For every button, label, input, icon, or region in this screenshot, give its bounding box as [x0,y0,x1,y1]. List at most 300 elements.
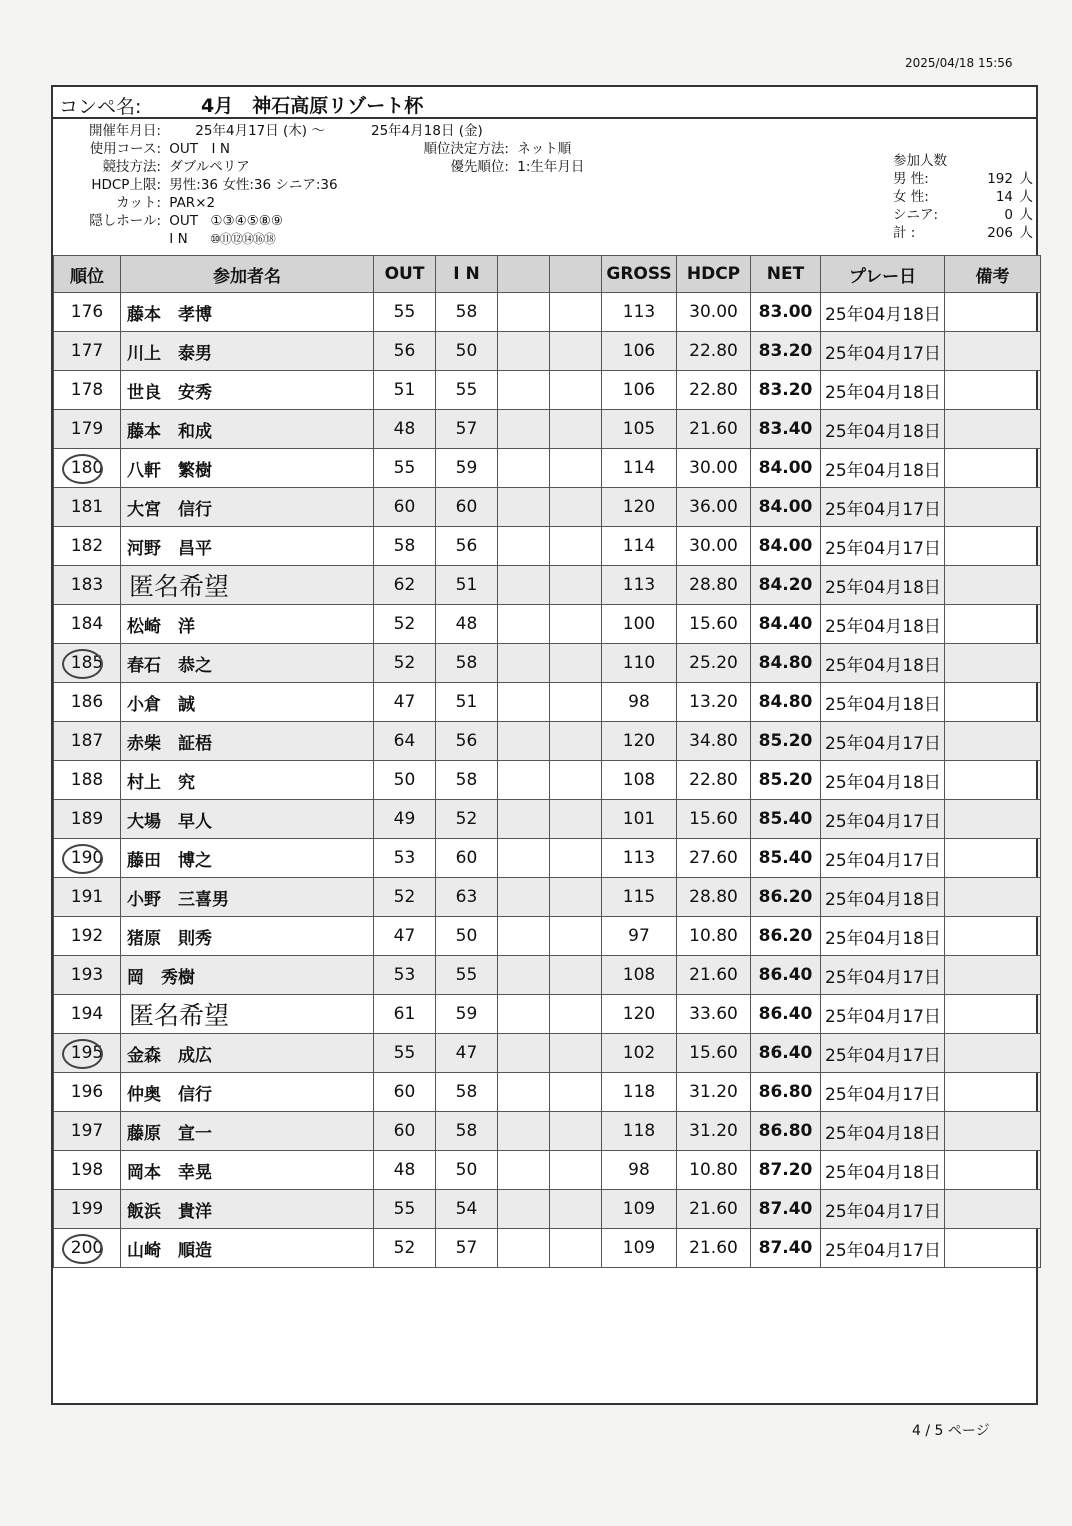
cell-in: 47 [436,1034,498,1073]
cell-name: 藤田 博之 [121,839,374,878]
table-row [54,878,1041,917]
cell-net: 84.00 [751,527,821,566]
rank-value: 193 [70,965,104,985]
cell-in: 59 [436,449,498,488]
cell-empty [550,761,602,800]
cell-empty [945,293,1041,332]
cell-rank [54,839,121,878]
cell-date: 25年04月18日 [821,878,945,917]
cell-date: 25年04月18日 [821,1151,945,1190]
table-row [54,917,1041,956]
cell-net: 83.00 [751,293,821,332]
cell-empty [498,1034,550,1073]
table-row [54,1112,1041,1151]
column-header: HDCP [677,256,751,293]
competition-name: 4月 神石高原リゾート杯 [201,95,424,117]
rank-value: 199 [70,1199,104,1219]
cell-empty [945,683,1041,722]
rank-value: 187 [70,731,104,751]
cell-hdcp: 21.60 [677,1190,751,1229]
cell-in: 48 [436,605,498,644]
cell-in: 58 [436,1073,498,1112]
cell-empty [498,449,550,488]
hidden-in-holes: ⑩⑪⑫⑭⑯⑱ [209,232,275,246]
results-table [53,255,1041,1268]
cell-out: 52 [374,644,436,683]
course-value: OUT I N [169,141,230,157]
cell-hdcp: 10.80 [677,917,751,956]
table-row [54,722,1041,761]
cell-date: 25年04月17日 [821,488,945,527]
cell-gross: 109 [602,1229,677,1268]
cell-gross: 100 [602,605,677,644]
cell-gross: 110 [602,644,677,683]
cell-empty [550,605,602,644]
cell-in: 57 [436,410,498,449]
cell-out: 49 [374,800,436,839]
cell-name: 川上 泰男 [121,332,374,371]
cell-empty [498,917,550,956]
rank-value: 183 [70,575,104,595]
cell-name: 春石 恭之 [121,644,374,683]
cell-hdcp: 13.20 [677,683,751,722]
cell-date: 25年04月18日 [821,449,945,488]
cell-empty [550,1190,602,1229]
cell-empty [550,371,602,410]
rank-value: 191 [70,887,104,907]
cell-empty [498,878,550,917]
rank-value: 190 [70,848,104,868]
page-number: 4 / 5 ページ [912,1423,990,1439]
cell-empty [550,1151,602,1190]
rank-value: 188 [70,770,104,790]
cell-name: 飯浜 貴洋 [121,1190,374,1229]
cell-gross: 106 [602,332,677,371]
participant-stat-unit: 人 [1019,225,1033,241]
handwritten-circle-mark [62,1234,103,1264]
handwritten-circle-mark [62,649,103,679]
cell-name: 大場 早人 [121,800,374,839]
cell-name: 匿名希望 [121,566,374,605]
cell-hdcp: 27.60 [677,839,751,878]
cell-hdcp: 15.60 [677,605,751,644]
column-header: 備考 [945,256,1041,293]
cell-empty [498,1112,550,1151]
cell-name: 小倉 誠 [121,683,374,722]
rank-value: 176 [70,302,104,322]
rank-value: 182 [70,536,104,556]
cell-rank [54,1034,121,1073]
cell-empty [945,1229,1041,1268]
priority-value: 1:生年月日 [517,159,585,175]
cell-name: 匿名希望 [121,995,374,1034]
cell-date: 25年04月18日 [821,293,945,332]
cell-name: 世良 安秀 [121,371,374,410]
cell-gross: 113 [602,566,677,605]
cell-hdcp: 28.80 [677,566,751,605]
date-to: 25年4月18日 (金) [371,123,483,139]
cell-empty [550,683,602,722]
table-row [54,1151,1041,1190]
cell-out: 47 [374,917,436,956]
cell-empty [498,839,550,878]
cell-name: 松崎 洋 [121,605,374,644]
cell-empty [945,605,1041,644]
cell-gross: 113 [602,293,677,332]
cell-in: 55 [436,371,498,410]
table-row [54,605,1041,644]
priority-label: 優先順位: [450,159,509,175]
cell-in: 51 [436,566,498,605]
cell-empty [498,293,550,332]
cell-empty [498,1190,550,1229]
cell-out: 52 [374,878,436,917]
rank-value: 197 [70,1121,104,1141]
cell-empty [550,956,602,995]
cell-hdcp: 30.00 [677,449,751,488]
cell-hdcp: 22.80 [677,761,751,800]
date-label: 開催年月日: [88,123,161,139]
cell-out: 60 [374,488,436,527]
cell-out: 51 [374,371,436,410]
table-row [54,1073,1041,1112]
cell-empty [498,1151,550,1190]
rank-value: 200 [70,1238,104,1258]
participant-stat-row [893,224,1033,242]
cell-empty [550,449,602,488]
cell-empty [550,332,602,371]
cell-in: 50 [436,917,498,956]
ranking-label: 順位決定方法: [423,141,509,157]
cell-hdcp: 30.00 [677,527,751,566]
cell-hdcp: 34.80 [677,722,751,761]
cell-empty [945,410,1041,449]
participant-stat-label: 計 : [893,225,916,241]
hidden-in-label: I N [169,231,188,247]
cell-rank [54,1073,121,1112]
method-label: 競技方法: [102,159,161,175]
cell-empty [550,527,602,566]
competition-label: コンペ名: [59,96,142,118]
event-info-left [59,122,338,248]
cell-empty [498,410,550,449]
participants-title: 参加人数 [893,153,947,169]
cell-out: 62 [374,566,436,605]
cell-date: 25年04月17日 [821,332,945,371]
rank-value: 178 [70,380,104,400]
participant-stat-unit: 人 [1019,171,1033,187]
cell-net: 86.80 [751,1112,821,1151]
rank-value: 195 [70,1043,104,1063]
cell-rank [54,683,121,722]
cut-label: カット: [116,195,161,211]
cell-empty [945,1112,1041,1151]
cell-gross: 108 [602,761,677,800]
cell-empty [550,878,602,917]
cell-date: 25年04月17日 [821,1190,945,1229]
cell-hdcp: 25.20 [677,644,751,683]
table-header-row [54,256,1041,293]
cell-empty [945,1190,1041,1229]
cell-in: 50 [436,1151,498,1190]
cell-empty [550,488,602,527]
cell-gross: 120 [602,995,677,1034]
cell-empty [498,683,550,722]
cell-gross: 106 [602,371,677,410]
table-row [54,1034,1041,1073]
cell-empty [945,1073,1041,1112]
cell-hdcp: 21.60 [677,1229,751,1268]
cell-date: 25年04月17日 [821,1073,945,1112]
cell-rank [54,995,121,1034]
cell-date: 25年04月18日 [821,371,945,410]
hidden-holes-label: 隠しホール: [89,213,161,229]
cell-empty [498,761,550,800]
cell-gross: 114 [602,527,677,566]
cell-out: 60 [374,1112,436,1151]
cell-empty [945,917,1041,956]
handwritten-circle-mark [62,454,103,484]
cell-net: 86.20 [751,878,821,917]
cell-name: 藤本 孝博 [121,293,374,332]
rank-value: 186 [70,692,104,712]
date-from: 25年4月17日 (木) ～ [195,123,325,139]
event-info-right [371,122,584,176]
cell-hdcp: 21.60 [677,956,751,995]
cell-empty [550,1229,602,1268]
cell-empty [945,566,1041,605]
cell-out: 50 [374,761,436,800]
table-row [54,488,1041,527]
cell-out: 55 [374,1034,436,1073]
table-row [54,1190,1041,1229]
cell-empty [550,722,602,761]
cell-rank [54,1229,121,1268]
cell-gross: 102 [602,1034,677,1073]
rank-value: 192 [70,926,104,946]
cell-hdcp: 31.20 [677,1112,751,1151]
cell-name: 岡 秀樹 [121,956,374,995]
participant-stat-label: 男 性: [893,171,929,187]
cell-rank [54,332,121,371]
cell-empty [945,956,1041,995]
cell-rank [54,917,121,956]
cell-in: 58 [436,644,498,683]
cell-out: 52 [374,1229,436,1268]
cell-date: 25年04月18日 [821,917,945,956]
rank-value: 181 [70,497,104,517]
column-header [498,256,550,293]
cell-net: 87.40 [751,1229,821,1268]
table-row [54,839,1041,878]
cell-empty [945,644,1041,683]
participant-stat-unit: 人 [1019,189,1033,205]
table-row [54,644,1041,683]
cell-out: 61 [374,995,436,1034]
cell-rank [54,1190,121,1229]
cell-hdcp: 33.60 [677,995,751,1034]
table-row [54,800,1041,839]
cell-hdcp: 28.80 [677,878,751,917]
cell-empty [498,644,550,683]
participant-stat-value: 0 [1004,207,1013,223]
cell-gross: 115 [602,878,677,917]
cell-name: 仲奥 信行 [121,1073,374,1112]
cell-in: 58 [436,293,498,332]
cell-name: 河野 昌平 [121,527,374,566]
cell-out: 53 [374,956,436,995]
cell-empty [945,1034,1041,1073]
column-header: プレー日 [821,256,945,293]
rank-value: 179 [70,419,104,439]
cell-rank [54,722,121,761]
method-value: ダブルペリア [169,159,250,175]
column-header: 順位 [54,256,121,293]
cell-date: 25年04月18日 [821,410,945,449]
cell-rank [54,1151,121,1190]
cell-out: 55 [374,293,436,332]
cell-out: 55 [374,449,436,488]
cell-in: 50 [436,332,498,371]
cell-in: 58 [436,761,498,800]
cell-name: 藤本 和成 [121,410,374,449]
cell-hdcp: 31.20 [677,1073,751,1112]
cell-date: 25年04月17日 [821,722,945,761]
competition-title-row [53,87,1036,119]
cell-net: 86.20 [751,917,821,956]
handwritten-circle-mark [62,844,103,874]
cell-out: 48 [374,1151,436,1190]
cell-date: 25年04月17日 [821,1229,945,1268]
cell-gross: 97 [602,917,677,956]
cell-net: 84.80 [751,644,821,683]
cell-gross: 114 [602,449,677,488]
cell-out: 48 [374,410,436,449]
cell-empty [550,917,602,956]
cell-name: 赤柴 証梧 [121,722,374,761]
cell-rank [54,644,121,683]
cell-net: 84.00 [751,488,821,527]
participant-stat-value: 192 [987,171,1013,187]
hdcp-label: HDCP上限: [91,177,161,193]
cell-in: 56 [436,722,498,761]
cell-out: 64 [374,722,436,761]
ranking-value: ネット順 [517,141,572,157]
hdcp-value: 男性:36 女性:36 シニア:36 [169,177,338,193]
cell-empty [550,800,602,839]
cell-net: 86.40 [751,956,821,995]
cell-empty [550,839,602,878]
cell-net: 84.00 [751,449,821,488]
cell-in: 52 [436,800,498,839]
handwritten-circle-mark [62,1039,103,1069]
cell-gross: 108 [602,956,677,995]
cell-in: 54 [436,1190,498,1229]
cell-empty [945,722,1041,761]
rank-value: 189 [70,809,104,829]
column-header: OUT [374,256,436,293]
cell-date: 25年04月17日 [821,1034,945,1073]
cell-empty [945,878,1041,917]
cell-net: 86.80 [751,1073,821,1112]
cell-rank [54,878,121,917]
cell-date: 25年04月18日 [821,761,945,800]
rank-value: 180 [70,458,104,478]
cell-hdcp: 22.80 [677,371,751,410]
cell-empty [550,293,602,332]
cell-in: 60 [436,839,498,878]
cell-rank [54,761,121,800]
cell-hdcp: 15.60 [677,800,751,839]
cell-net: 85.40 [751,800,821,839]
participant-stat-row [893,206,1033,224]
cell-name: 山崎 順造 [121,1229,374,1268]
cell-rank [54,527,121,566]
cell-empty [550,644,602,683]
cell-empty [498,605,550,644]
cell-gross: 118 [602,1073,677,1112]
cell-out: 60 [374,1073,436,1112]
cell-date: 25年04月18日 [821,1112,945,1151]
cell-net: 85.40 [751,839,821,878]
cell-empty [945,371,1041,410]
cell-hdcp: 22.80 [677,332,751,371]
cell-in: 56 [436,527,498,566]
cell-gross: 109 [602,1190,677,1229]
cell-empty [945,839,1041,878]
rank-value: 185 [70,653,104,673]
cell-date: 25年04月18日 [821,683,945,722]
print-timestamp: 2025/04/18 15:56 [905,56,1013,70]
column-header: 参加者名 [121,256,374,293]
cell-rank [54,1112,121,1151]
cell-date: 25年04月17日 [821,839,945,878]
table-row [54,683,1041,722]
participant-stats [893,152,1033,242]
cell-empty [945,1151,1041,1190]
cell-date: 25年04月18日 [821,605,945,644]
table-row [54,995,1041,1034]
cell-out: 47 [374,683,436,722]
cell-rank [54,410,121,449]
cell-gross: 105 [602,410,677,449]
cell-empty [550,995,602,1034]
cell-gross: 98 [602,683,677,722]
cell-empty [498,1229,550,1268]
column-header [550,256,602,293]
cell-net: 87.40 [751,1190,821,1229]
cell-net: 84.20 [751,566,821,605]
rank-value: 194 [70,1004,104,1024]
cell-net: 86.40 [751,1034,821,1073]
cell-net: 83.40 [751,410,821,449]
rank-value: 177 [70,341,104,361]
cell-empty [945,800,1041,839]
cell-empty [945,332,1041,371]
course-label: 使用コース: [89,141,161,157]
participant-stat-label: シニア: [893,207,939,223]
cell-empty [498,371,550,410]
column-header: I N [436,256,498,293]
cell-empty [945,449,1041,488]
participant-stat-label: 女 性: [893,189,929,205]
table-row [54,1229,1041,1268]
cell-date: 25年04月17日 [821,956,945,995]
results-sheet [51,85,1038,1405]
cell-empty [498,566,550,605]
rank-value: 198 [70,1160,104,1180]
cell-rank [54,449,121,488]
